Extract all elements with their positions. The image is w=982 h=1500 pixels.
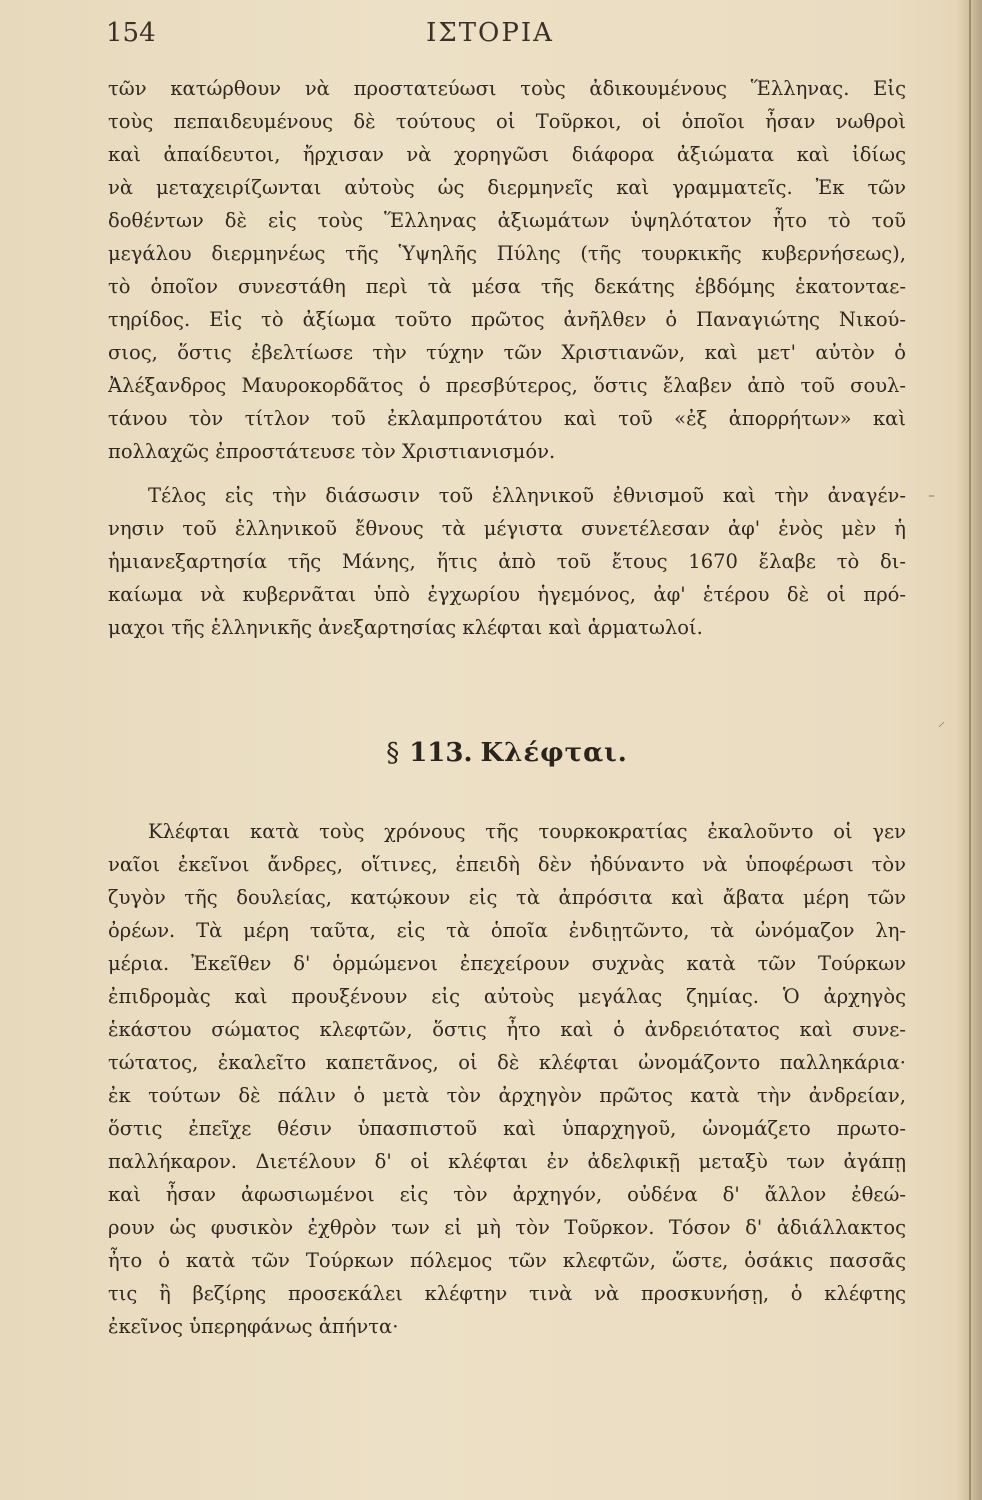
text-line: μεγάλου διερμηνέως τῆς Ὑψηλῆς Πύλης (τῆς τουρκικῆς κυβερνήσεως),	[108, 242, 906, 265]
margin-tick-mark: ⸝	[938, 714, 945, 730]
text-line: μέρια. Ἐκεῖθεν δ' ὁρμώμενοι ἐπεχείρουν συχνὰς κατὰ τῶν Τούρκων	[108, 952, 906, 975]
section-title: Κλέφται.	[480, 738, 628, 768]
text-line: τὸ ὁποῖον συνεστάθη περὶ τὰ μέσα τῆς δεκάτης ἑβδόμης ἑκατονταε-	[108, 275, 906, 298]
text-line: ὀρέων. Τὰ μέρη ταῦτα, εἰς τὰ ὁποῖα ἐνδιῃτῶντο, τὰ ὠνόμαζον λη-	[108, 919, 906, 942]
text-line: καίωμα νὰ κυβερνᾶται ὑπὸ ἐγχωρίου ἡγεμόνος, ἀφ' ἑτέρου δὲ οἱ πρό-	[108, 583, 906, 606]
text-line: ἑκάστου σώματος κλεφτῶν, ὅστις ἦτο καὶ ὁ ἀνδρειότατος καὶ συνε-	[108, 1018, 906, 1041]
section-sign: §	[386, 738, 400, 768]
text-line: καὶ ἀπαίδευτοι, ἤρχισαν νὰ χορηγῶσι διάφορα ἀξιώματα καὶ ἰδίως	[108, 143, 906, 166]
text-line: τις ἢ βεζίρης προσεκάλει κλέφτην τινὰ νὰ προσκυνήσῃ, ὁ κλέφτης	[108, 1282, 906, 1305]
text-line: ὅστις ἐπεῖχε θέσιν ὑπασπιστοῦ καὶ ὑπαρχηγοῦ, ὠνομάζετο πρωτο-	[108, 1117, 906, 1140]
text-line: ἐπιδρομὰς καὶ προυξένουν εἰς αὐτοὺς μεγάλας ζημίας. Ὁ ἀρχηγὸς	[108, 985, 906, 1008]
text-line: νὰ μεταχειρίζωνται αὐτοὺς ὡς διερμηνεῖς καὶ γραμματεῖς. Ἐκ τῶν	[108, 176, 906, 199]
text-line: πολλαχῶς ἐπροστάτευσε τὸν Χριστιανισμόν.	[108, 440, 556, 463]
text-line: ζυγὸν τῆς δουλείας, κατῴκουν εἰς τὰ ἀπρόσιτα καὶ ἄβατα μέρη τῶν	[108, 886, 906, 909]
text-line: Τέλος εἰς τὴν διάσωσιν τοῦ ἑλληνικοῦ ἐθνισμοῦ καὶ τὴν ἀναγέν-	[148, 484, 906, 507]
text-line: ἦτο ὁ κατὰ τῶν Τούρκων πόλεμος τῶν κλεφτῶν, ὥστε, ὁσάκις πασσᾶς	[108, 1249, 906, 1272]
text-line: ἐκ τούτων δὲ πάλιν ὁ μετὰ τὸν ἀρχηγὸν πρῶτος κατὰ τὴν ἀνδρείαν,	[108, 1084, 906, 1107]
text-line: τηρίδος. Εἰς τὸ ἀξίωμα τοῦτο πρῶτος ἀνῆλθεν ὁ Παναγιώτης Νικού-	[108, 308, 906, 331]
text-line: ναῖοι ἐκεῖνοι ἄνδρες, οἵτινες, ἐπειδὴ δὲν ἠδύναντο νὰ ὑποφέρωσι τὸν	[108, 853, 906, 876]
text-line: ἡμιανεξαρτησία τῆς Μάνης, ἥτις ἀπὸ τοῦ ἔτους 1670 ἔλαβε τὸ δι-	[108, 550, 906, 573]
text-line: σιος, ὅστις ἐβελτίωσε τὴν τύχην τῶν Χριστιανῶν, καὶ μετ' αὐτὸν ὁ	[108, 341, 906, 364]
text-line: ἐκεῖνος ὑπερηφάνως ἀπήντα·	[108, 1315, 399, 1338]
text-line: Κλέφται κατὰ τοὺς χρόνους τῆς τουρκοκρατίας ἐκαλοῦντο οἱ γεν	[148, 820, 906, 843]
section-heading	[108, 738, 906, 778]
text-line: νησιν τοῦ ἑλληνικοῦ ἔθνους τὰ μέγιστα συνετέλεσαν ἀφ' ἑνὸς μὲν ἡ	[108, 517, 906, 540]
text-line: τοὺς πεπαιδευμένους δὲ τούτους οἱ Τοῦρκοι, οἱ ὁποῖοι ἦσαν νωθροὶ	[108, 110, 906, 133]
running-header	[100, 18, 900, 54]
text-line: καὶ ἦσαν ἀφωσιωμένοι εἰς τὸν ἀρχηγόν, οὐδένα δ' ἄλλον ἐθεώ-	[108, 1183, 906, 1206]
text-line: παλλήκαρον. Διετέλουν δ' οἱ κλέφται ἐν ἀδελφικῇ μεταξὺ των ἀγάπῃ	[108, 1150, 906, 1173]
margin-dash-mark: –	[928, 488, 935, 504]
text-line: Ἀλέξανδρος Μαυροκορδᾶτος ὁ πρεσβύτερος, ὅστις ἔλαβεν ἀπὸ τοῦ σουλ-	[108, 374, 906, 397]
page-number: 154	[106, 18, 156, 48]
section-number: 113.	[409, 738, 473, 768]
text-line: τῶν κατώρθουν νὰ προστατεύωσι τοὺς ἀδικουμένους Ἕλληνας. Εἰς	[108, 77, 906, 100]
page-edge-line	[969, 0, 971, 1500]
text-line: μαχοι τῆς ἑλληνικῆς ἀνεξαρτησίας κλέφται καὶ ἁρματωλοί.	[108, 616, 703, 639]
text-line: τάνου τὸν τίτλον τοῦ ἐκλαμπροτάτου καὶ τοῦ «ἐξ ἀπορρήτων» καὶ	[108, 407, 906, 430]
text-line: δοθέντων δὲ εἰς τοὺς Ἕλληνας ἀξιωμάτων ὑψηλότατον ἦτο τὸ τοῦ	[108, 209, 906, 232]
running-title: ΙΣΤΟΡΙΑ	[426, 18, 554, 48]
text-line: τώτατος, ἐκαλεῖτο καπετᾶνος, οἱ δὲ κλέφται ὠνομάζοντο παλληκάρια·	[108, 1051, 906, 1074]
text-line: ρουν ὡς φυσικὸν ἐχθρὸν των εἰ μὴ τὸν Τοῦρκον. Τόσον δ' ἀδιάλλακτος	[108, 1216, 906, 1239]
